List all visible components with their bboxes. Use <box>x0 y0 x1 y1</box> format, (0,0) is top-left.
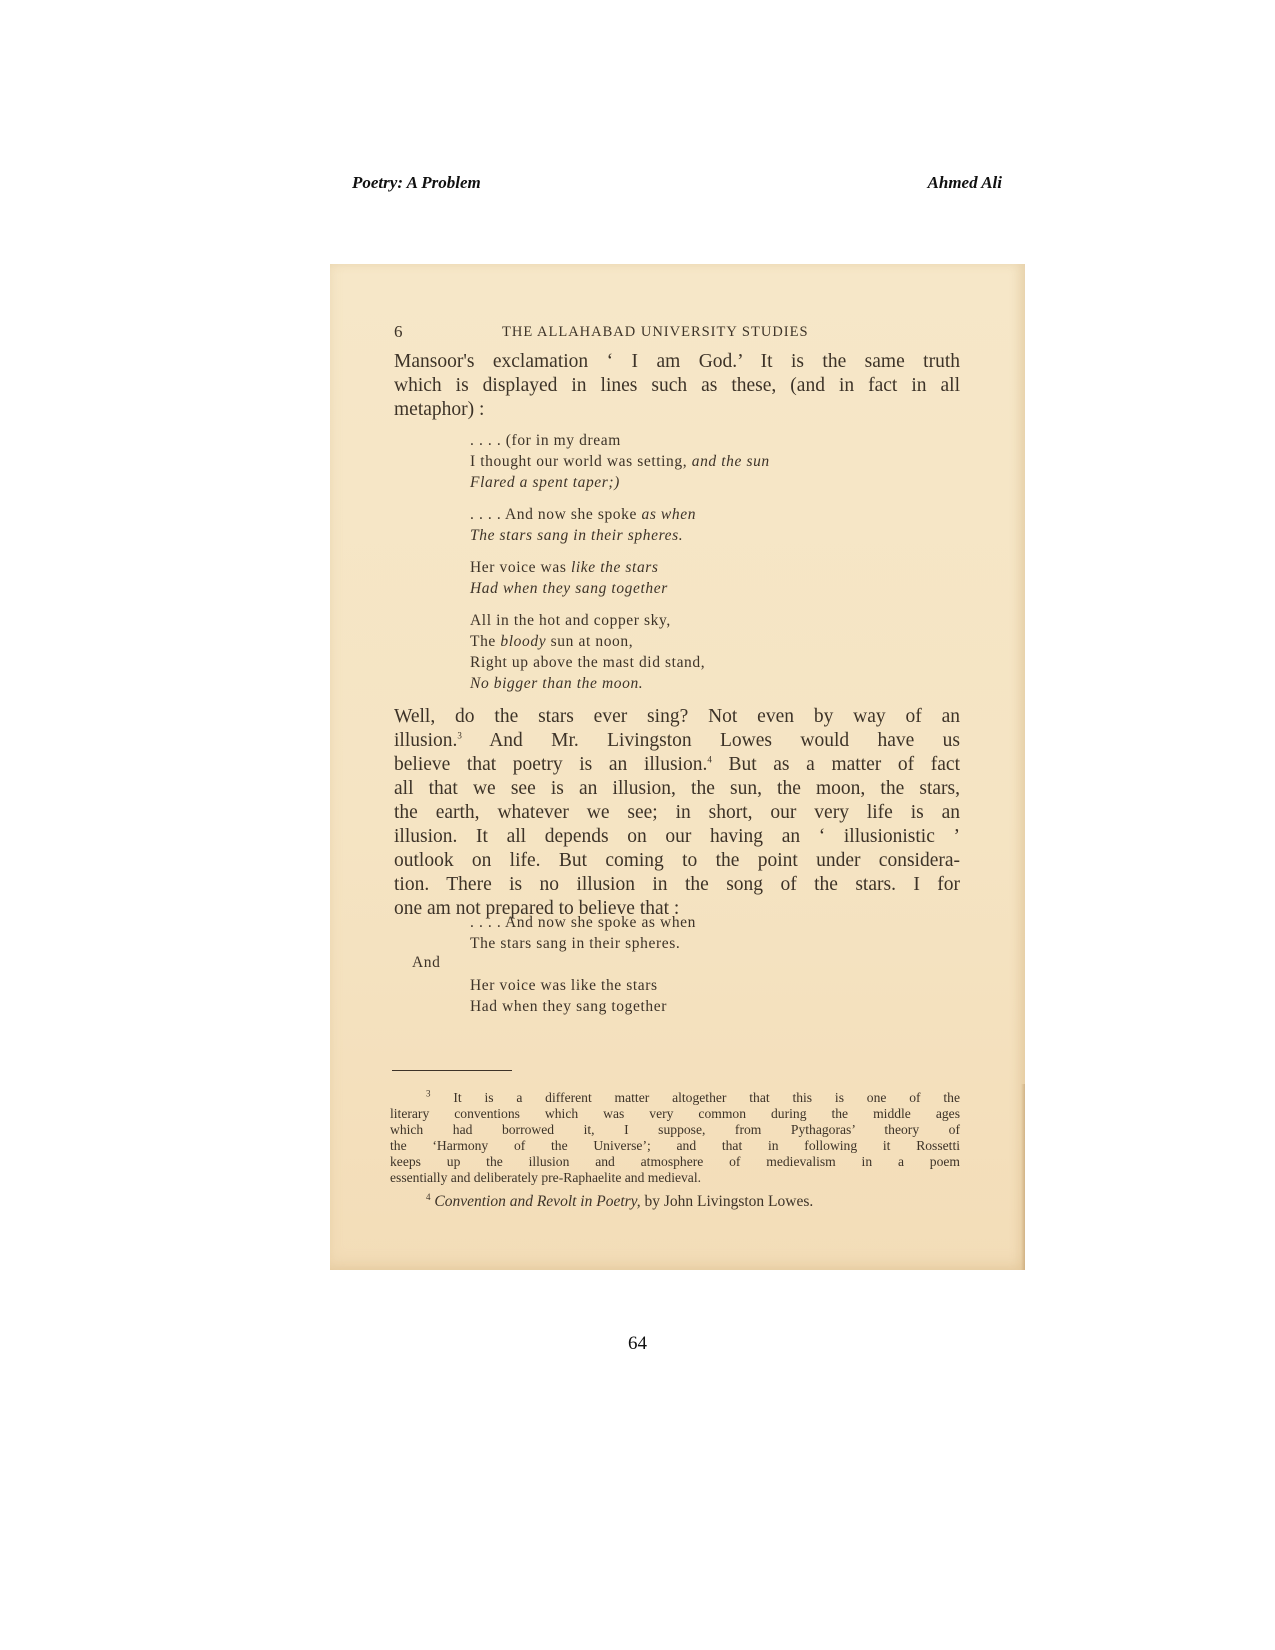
paragraph-line: believe that poetry is an illusion.$^4$ But as a matter of fact <box>394 754 960 775</box>
verse-line: Right up above the mast did stand, <box>470 654 706 671</box>
verse-stanza <box>470 557 910 599</box>
footnote-line: the ‘Harmony of the Universe’; and that in following it Rossetti <box>390 1138 960 1153</box>
verse-emphasis: as when <box>641 506 697 523</box>
paragraph-line: illusion. It all depends on our having an ‘ illusionistic ’ <box>394 826 960 847</box>
book-page-number: 6 <box>394 322 403 341</box>
verse-emphasis: bloody <box>500 633 547 650</box>
connector-and: And <box>412 954 441 971</box>
paragraph-line: the earth, whatever we see; in short, our very life is an <box>394 802 960 823</box>
page-number: 64 <box>628 1333 647 1354</box>
footnote-ref[interactable]: 3 <box>457 730 462 741</box>
footnote-ref[interactable]: 4 <box>707 754 712 765</box>
verse-stanza <box>470 504 910 546</box>
paragraph-line: one am not prepared to believe that : <box>394 898 680 919</box>
verse-line: . . . . (for in my dream <box>470 432 621 449</box>
footnote-marker: 3 <box>426 1088 431 1099</box>
header-title: Poetry: A Problem <box>352 173 481 192</box>
paragraph-1 <box>394 350 960 422</box>
footnote-line: $^3$ It is a different matter altogether that this is one of the <box>426 1088 960 1105</box>
paragraph-line: all that we see is an illusion, the sun, the moon, the stars, <box>394 778 960 799</box>
verse-emphasis: like the stars <box>570 559 659 576</box>
header-author: Ahmed Ali <box>927 173 1002 192</box>
verse-line <box>470 472 910 493</box>
verse-emphasis: Flared a spent taper;) <box>470 474 620 491</box>
footnote-marker: 4 <box>426 1191 431 1202</box>
verse-line: . . . . And now she spoke as when <box>470 914 697 931</box>
paragraph-line: which is displayed in lines such as these, (and in fact in all <box>394 375 960 396</box>
footnote-rule <box>392 1070 512 1071</box>
footnote-line: keeps up the illusion and atmosphere of medievalism in a poem <box>390 1154 960 1169</box>
footnote-line: essentially and deliberately pre-Raphaelite and medieval. <box>390 1170 702 1185</box>
verse-quotations-2 <box>470 912 910 1017</box>
footnote-text: by John Livingston Lowes. <box>644 1193 814 1210</box>
verse-line: Her voice was like the stars <box>470 559 659 576</box>
verse-line <box>470 673 910 694</box>
verse-emphasis: No bigger than the moon. <box>470 675 644 692</box>
verse-quotations-1 <box>470 430 910 705</box>
paragraph-line: Mansoor's exclamation ‘ I am God.’ It is the same truth <box>394 351 960 372</box>
scanned-book-page <box>330 264 1025 1270</box>
verse-line: . . . . And now she spoke as when <box>470 506 697 523</box>
paragraph-line: tion. There is no illusion in the song of the stars. I for <box>394 874 960 895</box>
verse-emphasis: The stars sang in their spheres. <box>470 527 684 544</box>
book-running-title: THE ALLAHABAD UNIVERSITY STUDIES <box>502 324 809 340</box>
paragraph-2 <box>394 705 960 921</box>
verse-emphasis: Had when they sang together <box>470 580 668 597</box>
paragraph-line: metaphor) : <box>394 399 485 420</box>
footnote-line: which had borrowed it, I suppose, from Pythagoras’ theory of <box>390 1122 960 1137</box>
verse-line <box>470 525 910 546</box>
verse-line: All in the hot and copper sky, <box>470 612 671 629</box>
running-header <box>352 173 1002 197</box>
footnote-book-title: Convention and Revolt in Poetry, <box>434 1193 641 1210</box>
verse-line: The bloody sun at noon, <box>470 633 634 650</box>
paragraph-line: illusion.$^3$ And Mr. Livingston Lowes would have us <box>394 730 960 751</box>
footnote-3 <box>390 1090 960 1186</box>
verse-line: The stars sang in their spheres. <box>470 935 681 952</box>
paragraph-line: Well, do the stars ever sing? Not even by way of an <box>394 706 960 727</box>
footnote-4 <box>390 1192 960 1212</box>
verse-line <box>470 578 910 599</box>
page-edge-shadow <box>1021 1084 1025 1270</box>
verse-stanza <box>470 610 910 694</box>
verse-line: Her voice was like the stars <box>470 977 658 994</box>
verse-line: I thought our world was setting, and the sun <box>470 453 770 470</box>
verse-stanza <box>470 430 910 493</box>
verse-emphasis: and the sun <box>691 453 770 470</box>
paragraph-line: outlook on life. But coming to the point under considera- <box>394 850 960 871</box>
footnote-line: literary conventions which was very common during the middle ages <box>390 1106 960 1121</box>
footnotes <box>390 1090 960 1212</box>
verse-line: Had when they sang together <box>470 998 667 1015</box>
